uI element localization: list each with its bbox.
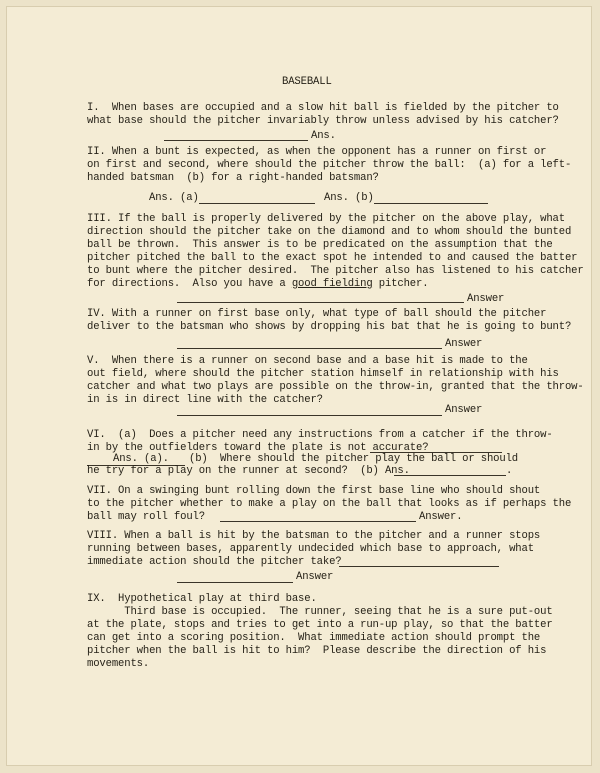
answer-line-a[interactable] <box>199 203 315 204</box>
question-text-line: Third base is occupied. The runner, seeing that he is a sure put-out <box>87 606 553 618</box>
underlined-emphasis: good fielding <box>291 278 373 290</box>
answer-line[interactable] <box>177 415 442 416</box>
answer-line-b[interactable] <box>374 203 488 204</box>
question-text-line: pitcher when the ball is hit to him? Please describe the direction of his <box>87 645 547 657</box>
question-text-line: catcher and what two plays are possible on the throw-in, granted that the throw- <box>87 381 584 393</box>
question-text-line: can get into a scoring position. What immediate action should prompt the <box>87 632 541 644</box>
answer-label-a: Ans. (a). <box>113 453 169 465</box>
answer-label: Answer <box>467 293 505 305</box>
question-text-line: IV. With a runner on first base only, what type of ball should the pitcher <box>87 308 547 320</box>
question-text-line: he try for a play on the runner at second? (b) Ans. <box>87 465 410 477</box>
question-text-line: movements. <box>87 658 150 670</box>
answer-line[interactable] <box>177 582 293 583</box>
question-text-line: ball be thrown. This answer is to be predicated on the assumption that the <box>87 239 553 251</box>
answer-line[interactable] <box>164 140 308 141</box>
question-text-line: to bunt where the pitcher desired. The pitcher also has listened to his catcher <box>87 265 584 277</box>
question-text: for directions. Also you have a <box>87 278 292 290</box>
question-text-line: V. When there is a runner on second base and a base hit is made to the <box>87 355 528 367</box>
question-text-line: to the pitcher whether to make a play on the ball that looks as if perhaps the <box>87 498 572 510</box>
answer-label-a: Ans. (a) <box>149 192 199 204</box>
question-text-line: VI. (a) Does a pitcher need any instructions from a catcher if the throw- <box>87 429 553 441</box>
question-heading: IX. Hypothetical play at third base. <box>87 593 317 605</box>
question-text-line: what base should the pitcher invariably throw unless advised by his catcher? <box>87 115 559 127</box>
answer-line[interactable] <box>177 348 442 349</box>
question-text-line: III. If the ball is properly delivered by the pitcher on the above play, what <box>87 213 565 225</box>
question-text-line: I. When bases are occupied and a slow hit ball is fielded by the pitcher to <box>87 102 559 114</box>
question-text-line: (b) Where should the pitcher play the ball or should <box>189 453 518 465</box>
question-text-line: in is in direct line with the catcher? <box>87 394 323 406</box>
question-text-line: in by the outfielders toward the plate is not accurate? <box>87 442 429 454</box>
question-text-line: pitcher pitched the ball to the exact spot he intended to and caused the batter <box>87 252 578 264</box>
document-page <box>6 6 592 766</box>
question-text-line: at the plate, stops and tries to get into a run-up play, so that the batter <box>87 619 553 631</box>
question-text-line: direction should the pitcher take on the diamond and to whom should the bunted <box>87 226 572 238</box>
question-text-line: running between bases, apparently undecided which base to approach, what <box>87 543 534 555</box>
question-text-line: on first and second, where should the pitcher throw the ball: (a) for a left- <box>87 159 572 171</box>
answer-label-b: Ans. (b) <box>324 192 374 204</box>
question-text-line: ball may roll foul? <box>87 511 205 523</box>
question-text-line: out field, where should the pitcher station himself in relationship with his <box>87 368 559 380</box>
answer-period: . <box>506 465 513 477</box>
answer-label: Answer <box>445 338 483 350</box>
question-text-line: deliver to the batsman who shows by dropping his bat that he is going to bunt? <box>87 321 572 333</box>
answer-label: Answer <box>445 404 483 416</box>
answer-line[interactable] <box>177 302 464 303</box>
answer-line-upper[interactable] <box>339 566 499 567</box>
question-text-line: immediate action should the pitcher take? <box>87 556 342 568</box>
page-title: BASEBALL <box>282 76 332 88</box>
question-text-line: handed batsman (b) for a right-handed batsman? <box>87 172 379 184</box>
answer-label: Answer. <box>419 511 463 523</box>
question-text-line: VII. On a swinging bunt rolling down the first base line who should shout <box>87 485 541 497</box>
answer-line[interactable] <box>220 521 416 522</box>
answer-label: Answer <box>296 571 334 583</box>
question-text-line <box>87 278 428 291</box>
question-text-line: II. When a bunt is expected, as when the opponent has a runner on first or <box>87 146 547 158</box>
answer-label: Ans. <box>311 130 336 142</box>
question-text: pitcher. <box>372 278 429 290</box>
question-text-line: VIII. When a ball is hit by the batsman to the pitcher and a runner stops <box>87 530 541 542</box>
answer-line-b[interactable] <box>394 475 506 476</box>
